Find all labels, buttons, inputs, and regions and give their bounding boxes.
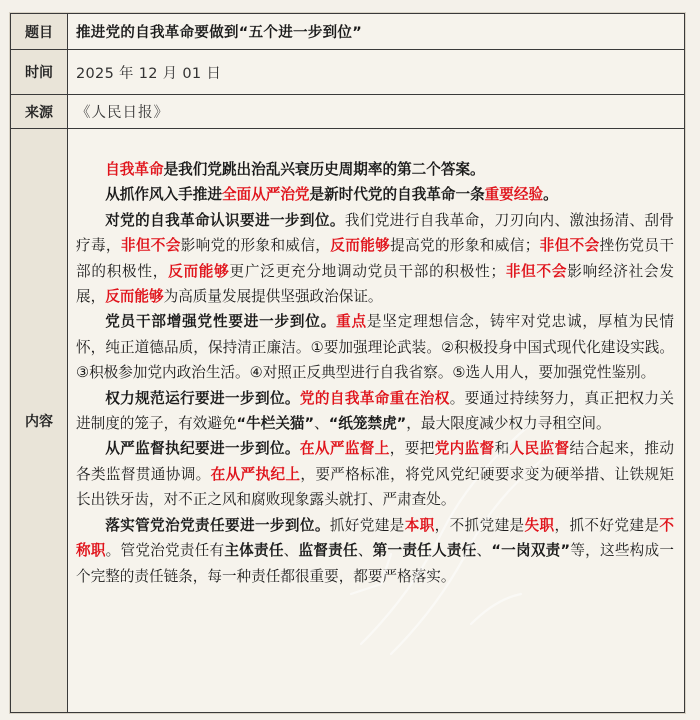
body-text: 、 (283, 542, 299, 560)
body-text: 、 (476, 542, 492, 560)
body-text: 影响党的形象和威信， (180, 237, 331, 255)
highlight-text: 反而能够 (168, 262, 230, 280)
body-text: ，不抓党建是 (434, 516, 525, 534)
highlight-text: 反而能够 (330, 237, 391, 255)
paragraph-5 (76, 386, 674, 437)
source-name: 《人民日报》 (76, 105, 169, 121)
highlight-text: 失职 (524, 516, 555, 534)
body-text: ，要严格标准，将党风党纪硬要求变为硬举措、让铁规矩长出铁牙齿，对不正之风和腐败现象露头就打、严肃查处。 (76, 465, 674, 509)
highlight-text: 反而能够 (105, 288, 164, 306)
highlight-text: 非但不会 (539, 237, 600, 255)
content-row (11, 129, 684, 712)
body-text: 抓好党建是 (329, 516, 405, 534)
bold-text: 监督责任 (298, 542, 358, 560)
title-value-cell (68, 14, 684, 49)
article-title: 推进党的自我革命要做到“五个进一步到位” (76, 25, 363, 41)
bold-text: “牛栏关猫” (236, 415, 315, 433)
highlight-text: 重点 (336, 313, 367, 331)
body-text: 更广泛更充分地调动党员干部的积极性； (229, 262, 506, 280)
content-body (68, 129, 684, 712)
bold-text: 第一责任人责任 (372, 542, 477, 560)
bold-text: 从抓作风入手推进 (105, 186, 222, 204)
content-label: 内容 (11, 129, 68, 712)
time-value-cell (68, 50, 684, 94)
highlight-text: 本职 (404, 516, 435, 534)
body-text: 和 (494, 440, 510, 458)
paragraph-7 (76, 513, 674, 589)
source-label: 来源 (11, 95, 68, 128)
highlight-text: 人民监督 (509, 440, 570, 458)
highlight-text: 全面从严治党 (221, 186, 310, 204)
bold-text: 是我们党跳出治乱兴衰历史周期率的第二个答案。 (163, 161, 485, 178)
section-heading: 从严监督执纪要进一步到位。 (105, 440, 300, 458)
paragraph-3 (76, 208, 674, 310)
source-value-cell (68, 95, 684, 128)
body-text: 、 (357, 542, 373, 560)
highlight-text: 自我革命 (105, 161, 164, 178)
highlight-text: 在从严执纪上 (210, 465, 301, 483)
body-text: 挫伤党员干部的积极性， (76, 237, 674, 280)
highlight-text: 重要经验 (484, 186, 544, 204)
publish-date: 2025 年 12 月 01 日 (76, 65, 222, 82)
body-text: 影响经济社会发展， (76, 262, 674, 306)
highlight-text: 不称职 (76, 516, 674, 560)
bold-text: “一岗双责” (491, 542, 571, 560)
info-table (10, 13, 685, 713)
body-text: ，抓不好党建是 (554, 516, 660, 534)
body-text: 提高党的形象和威信； (390, 237, 540, 255)
paragraph-6 (76, 436, 674, 512)
paragraph-2 (76, 182, 674, 207)
highlight-text: 党的自我革命重在治权 (299, 389, 450, 407)
time-row (11, 50, 684, 95)
title-label: 题目 (11, 14, 68, 49)
body-text: 我们党进行自我革命，刀刃向内、激浊扬清、刮骨疗毒， (76, 211, 674, 255)
bold-text: 。 (543, 186, 558, 204)
section-heading: 落实管党治党责任要进一步到位。 (105, 516, 330, 534)
body-text: ，最大限度减少权力寻租空间。 (406, 415, 611, 433)
bold-text: “纸笼禁虎” (328, 415, 407, 433)
section-heading: 权力规范运行要进一步到位。 (105, 389, 300, 407)
title-row (11, 14, 684, 50)
body-text: ，要把 (389, 440, 435, 458)
highlight-text: 在从严监督上 (299, 440, 390, 458)
bold-text: 主体责任 (224, 542, 284, 560)
source-row (11, 95, 684, 129)
body-text: 、 (314, 415, 329, 433)
body-text: 结合起来，推动各类监督贯通协调。 (76, 440, 674, 483)
paragraph-4 (76, 309, 674, 385)
highlight-text: 非但不会 (120, 237, 181, 255)
bold-text: 是新时代党的自我革命一条 (309, 186, 485, 204)
body-text: 。要通过持续努力，真正把权力关进制度的笼子，有效避免 (76, 389, 674, 433)
body-text: 等，这些构成一个完整的责任链条，每一种责任都很重要，都要严格落实。 (76, 542, 674, 585)
highlight-text: 党内监督 (434, 440, 495, 458)
highlight-text: 非但不会 (505, 262, 568, 280)
body-text: 是坚定理想信念，铸牢对党忠诚，厚植为民情怀，纯正道德品质，保持清正廉洁。①要加强理论武装。②积极投身中国式现代化建设实践。③积极参加党内政治生活。④对照正反典型进行自我省察。⑤选人用人，要加强党性鉴别。 (76, 313, 674, 382)
body-text: 为高质量发展提供坚强政治保证。 (163, 288, 383, 306)
time-label: 时间 (11, 50, 68, 94)
body-text: 。管党治党责任有 (105, 542, 225, 560)
section-heading: 党员干部增强党性要进一步到位。 (105, 313, 337, 331)
paragraph-1 (76, 157, 674, 182)
section-heading: 对党的自我革命认识要进一步到位。 (105, 211, 345, 229)
